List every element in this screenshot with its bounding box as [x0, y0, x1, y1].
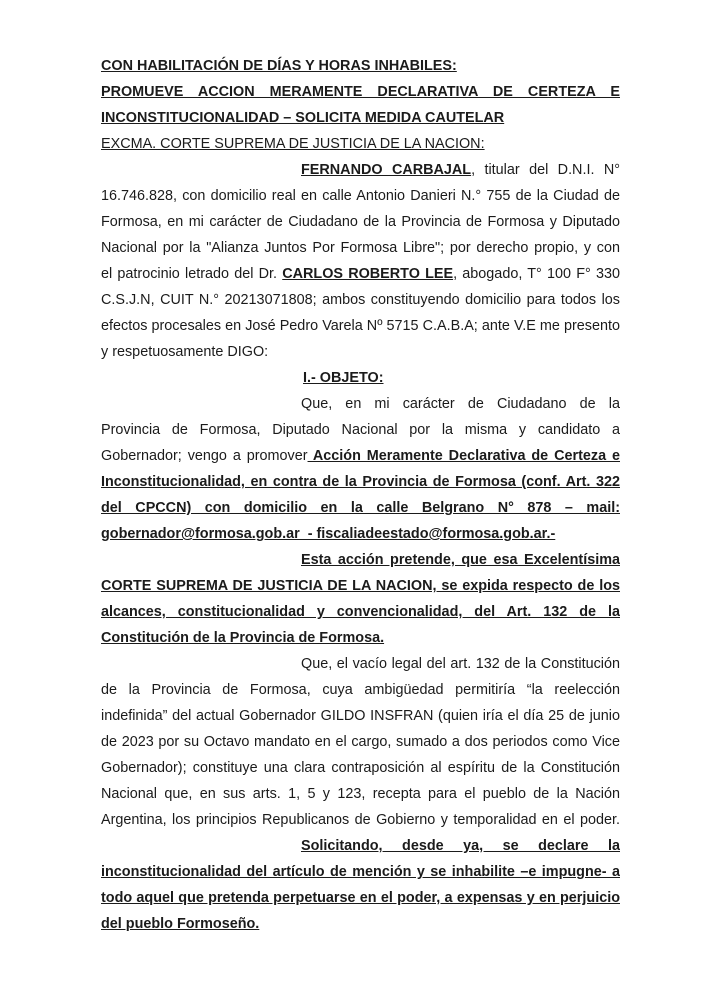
doc-text-segment: Esta acción pretende, que esa Excelentísima — [301, 552, 620, 568]
doc-text-segment: del pueblo Formoseño. — [101, 916, 260, 932]
doc-text-segment: Acción Meramente Declarativa de Certeza e — [307, 448, 620, 464]
doc-text-segment: Constitución de la Provincia de Formosa. — [101, 630, 385, 646]
doc-text-segment: de 2023 por su Octavo mandato en el cargo, sumado a dos periodos como Vice — [101, 734, 620, 750]
doc-text-segment: Que, en mi carácter de Ciudadano de la — [301, 396, 620, 412]
doc-text-segment: Solicitando, desde ya, se declare la — [301, 838, 620, 854]
doc-line — [101, 677, 620, 703]
doc-line — [101, 417, 620, 443]
doc-text-segment: Que, el vacío legal del art. 132 de la Constitución — [301, 656, 620, 672]
doc-line — [101, 209, 620, 235]
doc-line — [101, 443, 620, 469]
doc-text-segment: Inconstitucionalidad, en contra de la Provincia de Formosa (conf. Art. 322 — [101, 474, 620, 490]
doc-line — [101, 599, 620, 625]
doc-text-segment: gobernador@formosa.gob.ar - fiscaliadeestado@formosa.gob.ar.- — [101, 526, 556, 542]
doc-line — [101, 105, 620, 131]
doc-line — [101, 521, 620, 547]
doc-line — [101, 755, 620, 781]
doc-line — [101, 339, 620, 365]
doc-line — [101, 131, 620, 157]
doc-line — [101, 79, 620, 105]
doc-line — [101, 287, 620, 313]
doc-text-segment: Gobernador); constituye una clara contraposición al espíritu de la Constitución — [101, 760, 620, 776]
doc-text-segment: y respetuosamente DIGO: — [101, 344, 269, 360]
doc-text-segment: Formosa, en mi carácter de Ciudadano de la Provincia de Formosa y Diputado — [101, 214, 620, 230]
doc-line — [101, 729, 620, 755]
doc-text-segment: C.S.J.N, CUIT N.° 20213071808; ambos constituyendo domicilio para todos los — [101, 292, 620, 308]
doc-text-segment: el patrocinio letrado del Dr. — [101, 266, 283, 282]
document-body — [101, 53, 620, 937]
doc-text-segment: indefinida” del actual Gobernador GILDO INSFRAN (quien iría el día 25 de junio — [101, 708, 620, 724]
doc-text-segment: , titular del D.N.I. N° — [471, 162, 620, 178]
doc-line — [101, 573, 620, 599]
doc-text-segment: PROMUEVE ACCION MERAMENTE DECLARATIVA DE CERTEZA E — [101, 84, 620, 100]
doc-text-segment: inconstitucionalidad del artículo de mención y se inhabilite –e impugne- a — [101, 864, 620, 880]
doc-line — [101, 625, 620, 651]
doc-line — [101, 885, 620, 911]
doc-line — [101, 807, 620, 833]
doc-text-segment: , abogado, T° 100 F° 330 — [453, 266, 620, 282]
doc-line — [101, 53, 620, 79]
doc-line — [101, 495, 620, 521]
doc-line — [101, 157, 620, 183]
doc-text-segment: efectos procesales en José Pedro Varela Nº 5715 C.A.B.A; ante V.E me presento — [101, 318, 620, 334]
doc-line — [101, 469, 620, 495]
doc-line — [101, 235, 620, 261]
doc-text-segment: INCONSTITUCIONALIDAD – SOLICITA MEDIDA CAUTELAR — [101, 110, 505, 126]
doc-text-segment: Gobernador; vengo a promover — [101, 448, 308, 464]
doc-text-segment: Nacional por la "Alianza Juntos Por Formosa Libre"; por derecho propio, y con — [101, 240, 620, 256]
doc-line — [101, 833, 620, 859]
doc-text-segment: Provincia de Formosa, Diputado Nacional por la misma y candidato a — [101, 422, 620, 438]
doc-line — [101, 859, 620, 885]
doc-text-segment: de la Provincia de Formosa, cuya ambigüedad permitiría “la reelección — [101, 682, 620, 698]
doc-text-segment: Argentina, los principios Republicanos de Gobierno y temporalidad en el poder. — [101, 812, 620, 828]
doc-text-segment: 16.746.828, con domicilio real en calle Antonio Danieri N.° 755 de la Ciudad de — [101, 188, 620, 204]
doc-line — [101, 547, 620, 573]
doc-line — [101, 781, 620, 807]
doc-text-segment: CORTE SUPREMA DE JUSTICIA DE LA NACION, se expida respecto de los — [101, 578, 620, 594]
doc-text-segment: CARLOS ROBERTO LEE — [282, 266, 454, 282]
doc-text-segment: FERNANDO CARBAJAL — [301, 162, 472, 178]
doc-line — [101, 183, 620, 209]
doc-line — [101, 651, 620, 677]
doc-text-segment: todo aquel que pretenda perpetuarse en el poder, a expensas y en perjuicio — [101, 890, 620, 906]
doc-text-segment: I.- OBJETO: — [303, 370, 384, 386]
doc-line — [101, 703, 620, 729]
doc-line — [101, 365, 620, 391]
doc-text-segment: del CPCCN) con domicilio en la calle Belgrano N° 878 – mail: — [101, 500, 620, 516]
doc-text-segment: Nacional que, en sus arts. 1, 5 y 123, recepta para el pueblo de la Nación — [101, 786, 620, 802]
doc-text-segment: CON HABILITACIÓN DE DÍAS Y HORAS INHABILES: — [101, 58, 457, 74]
doc-line — [101, 261, 620, 287]
doc-text-segment: EXCMA. CORTE SUPREMA DE JUSTICIA DE LA NACION: — [101, 136, 485, 152]
doc-line — [101, 391, 620, 417]
doc-line — [101, 313, 620, 339]
doc-line — [101, 911, 620, 937]
doc-text-segment: alcances, constitucionalidad y convencionalidad, del Art. 132 de la — [101, 604, 620, 620]
